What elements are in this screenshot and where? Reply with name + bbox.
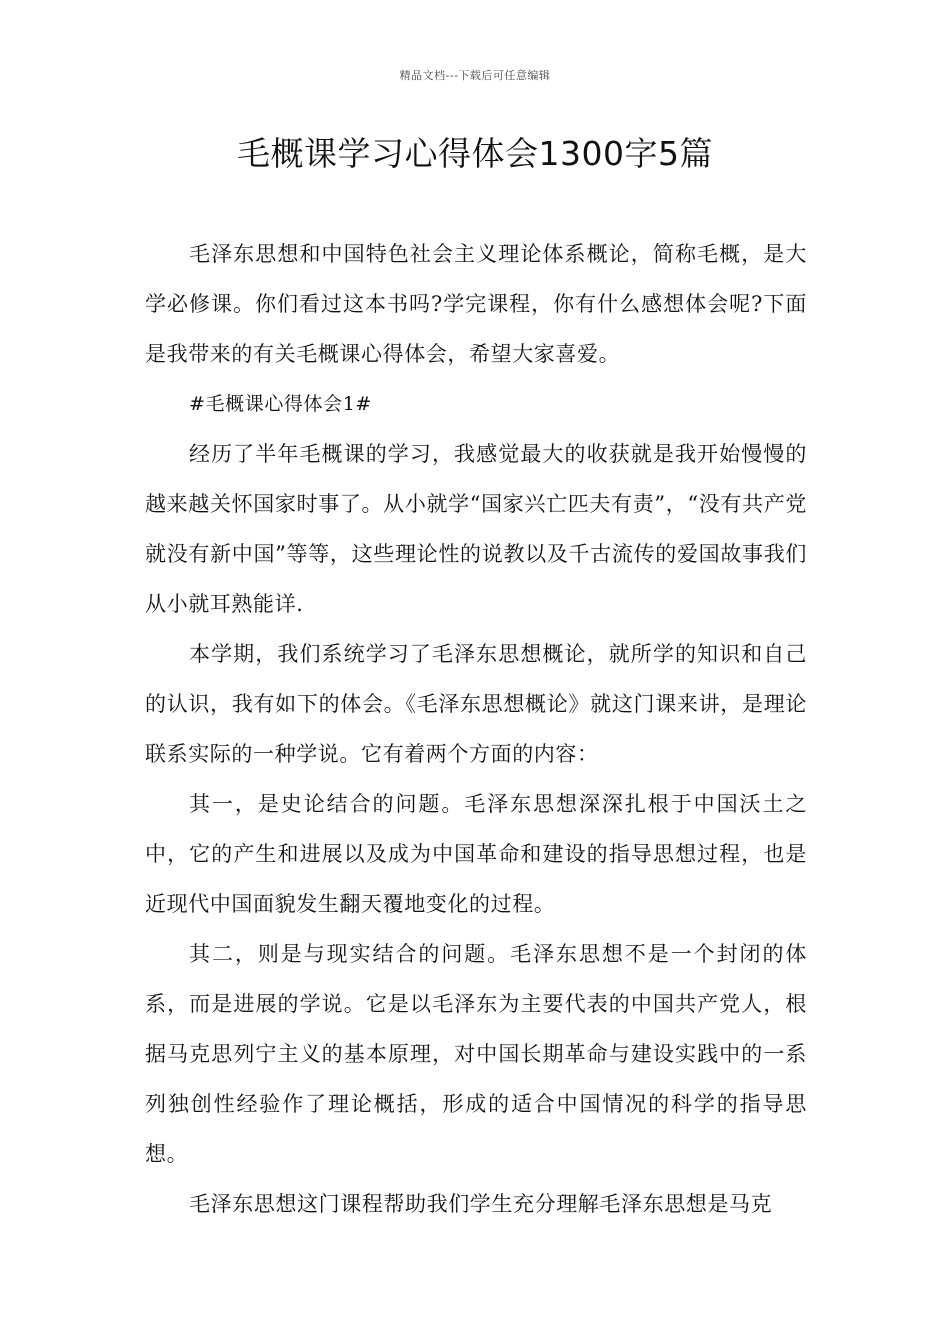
document-title: 毛概课学习心得体会1300字5篇 <box>237 134 713 173</box>
body-paragraph: 毛泽东思想这门课程帮助我们学生充分理解毛泽东思想是马克 <box>189 1192 773 1216</box>
intro-paragraph: 毛泽东思想和中国特色社会主义理论体系概论，简称毛概，是大学必修课。你们看过这本书吗?学完课程，你有什么感想体会呢?下面是我带来的有关毛概课心得体会，希望大家喜爱。 <box>145 242 807 366</box>
body-paragraph: 经历了半年毛概课的学习，我感觉最大的收获就是我开始慢慢的越来越关怀国家时事了。从小就学“国家兴亡匹夫有责”，“没有共产党就没有新中国”等等，这些理论性的说教以及千古流传的爱国故事我们从小就耳熟能详. <box>145 442 807 616</box>
document-body <box>145 229 807 1229</box>
page-header-note: 精品文档---下载后可任意编辑 <box>399 69 551 82</box>
section-heading: #毛概课心得体会1# <box>189 393 372 415</box>
body-paragraph: 本学期，我们系统学习了毛泽东思想概论，就所学的知识和自己的认识，我有如下的体会。《毛泽东思想概论》就这门课来讲，是理论联系实际的一种学说。它有着两个方面的内容： <box>145 642 807 766</box>
body-paragraph: 其二，则是与现实结合的问题。毛泽东思想不是一个封闭的体系，而是进展的学说。它是以毛泽东为主要代表的中国共产党人，根据马克思列宁主义的基本原理，对中国长期革命与建设实践中的一系列独创性经验作了理论概括，形成的适合中国情况的科学的指导思想。 <box>145 942 807 1166</box>
body-paragraph: 其一，是史论结合的问题。毛泽东思想深深扎根于中国沃土之中，它的产生和进展以及成为中国革命和建设的指导思想过程，也是近现代中国面貌发生翻天覆地变化的过程。 <box>145 792 807 916</box>
